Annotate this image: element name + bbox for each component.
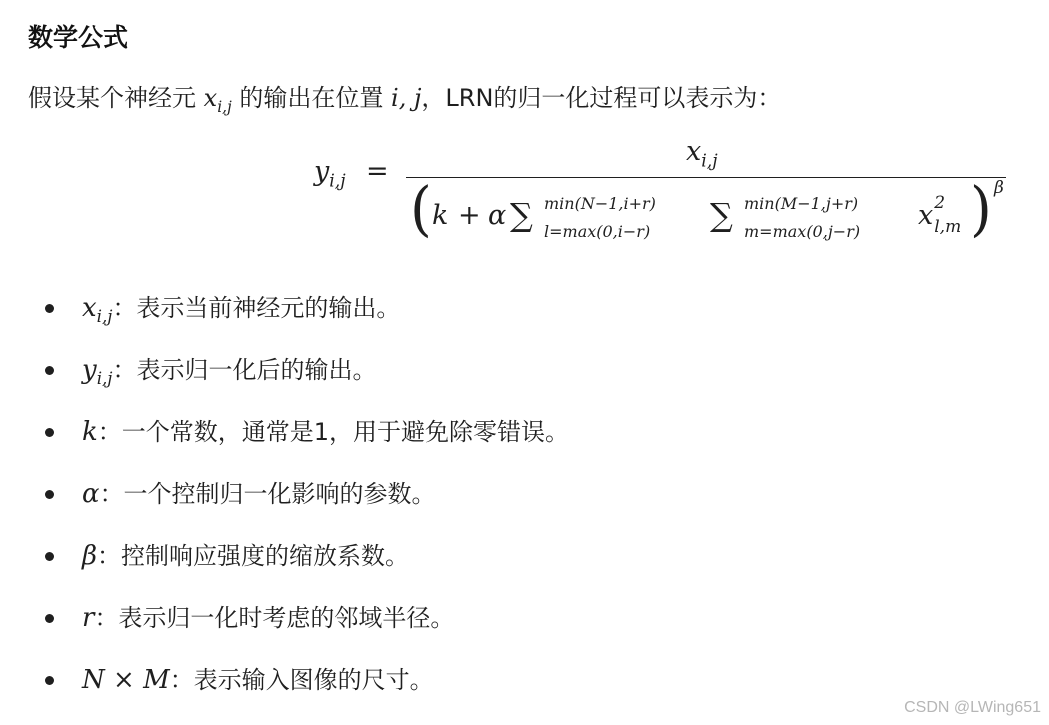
section-heading: 数学公式 [28,23,129,52]
intro-text-end: ，LRN的归一化过程可以表示为： [421,84,782,112]
sum-sign-l: ∑ [510,196,533,234]
sum-sign-m: ∑ [710,196,733,234]
intro-position: i, j [391,84,422,112]
fraction-bar [406,177,1006,178]
sum-l-upper: min(N−1,i+r) [544,194,656,213]
intro-variable: $x_{i,j}$ [203,84,232,116]
intro-text-middle: 的输出在位置 [239,84,384,112]
csdn-watermark: CSDN @LWing651 [904,699,1041,716]
bullet-dot [45,552,54,561]
bullet-dot [45,490,54,499]
bullet-dot [45,428,54,437]
sum-l-lower: l=max(0,i−r) [544,222,651,241]
bullet-dot [45,366,54,375]
lrn-formula [314,134,1014,264]
right-paren: ) [970,175,992,244]
sum-m-upper: min(M−1,j+r) [744,194,859,213]
formula-plus: + [458,200,481,231]
bullet-dot [45,676,54,685]
bullet-dot [45,304,54,313]
intro-paragraph [28,76,781,120]
formula-alpha: α [488,200,507,231]
formula-k: k [432,200,449,231]
formula-numerator: $x_{i,j}$ [686,136,718,172]
formula-x-squared: x 2 l,m [918,193,962,237]
formula-lhs: $y_{i,j}$ [314,156,346,192]
bullet-dot [45,614,54,623]
formula-exponent: β [994,178,1004,198]
intro-text-start: 假设某个神经元 [28,84,196,112]
left-paren: ( [410,175,432,244]
formula-equals: = [366,156,389,187]
sum-m-lower: m=max(0,j−r) [744,222,861,241]
